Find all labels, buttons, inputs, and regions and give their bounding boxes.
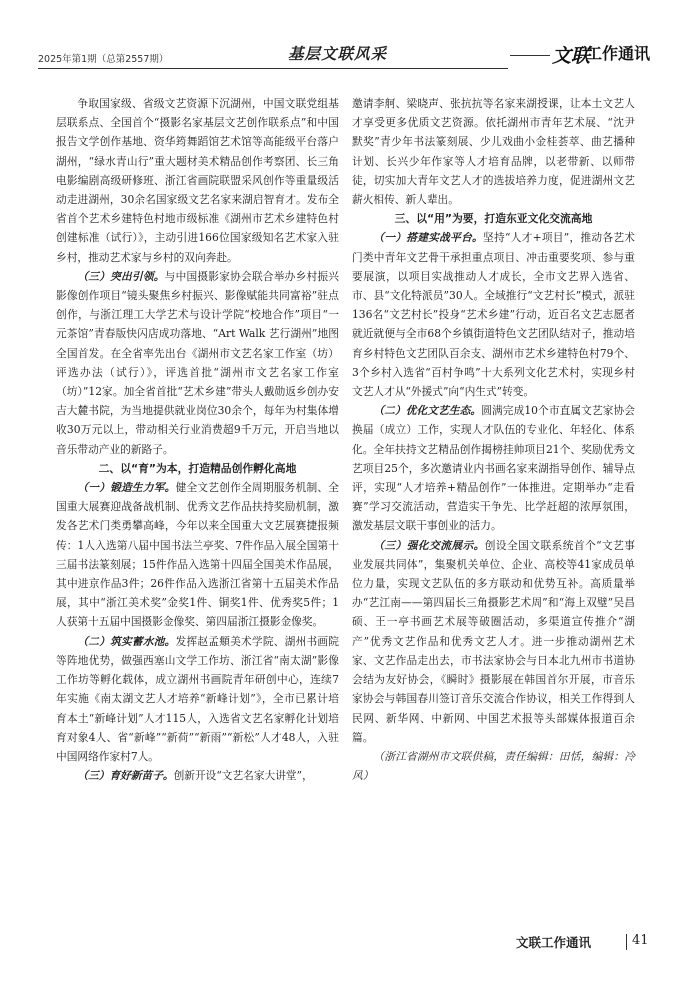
subsection-lead: （二）筑实蓄水池。 (77, 634, 176, 648)
paragraph (352, 401, 635, 535)
paragraph-text: 圆满完成10个市直属文艺家协会换届（成立）工作，实现人才队伍的专业化、年轻化、体系化。全年扶持文艺精品创作揭榜挂帅项目21个、奖励优秀文艺项目25个，多次邀请业内书画名家来湖指导创作、辅导点评，实现“人才培养+精品创作”一体推进。定期举办“走看赛”学习交流活动，营造实干争先、比学赶超的浓厚氛围，激发基层文联干事创业的活力。 (352, 404, 635, 533)
page-header (38, 38, 662, 68)
page-footer (516, 933, 666, 953)
paragraph (56, 632, 339, 766)
subsection-lead: （三）强化交流展示。 (373, 538, 485, 552)
issue-number: 2025年第1期（总第2557期） (38, 54, 169, 65)
section-heading: 二、以“育”为本，打造精品创作孵化高地 (98, 461, 297, 475)
paragraph-text: 发挥赵孟頫美术学院、湖州书画院等阵地优势，做强西塞山文学工作坊、浙江省“南太湖”影像工作坊等孵化载体，成立湖州书画院青年研创中心，连续7年实施《南太湖文艺人才培养“新峰计划”》，全市已累计培育本土“新峰计划”人才115人，入选省文艺名家孵化计划培育对象4人、省“新峰”“新荷”“新雨”“新松”人才48人，入驻中国网络作家村7人。 (56, 634, 339, 763)
paragraph-text: 健全文艺创作全周期服务机制、全国重大展赛迎战备战机制、优秀文艺作品扶持奖励机制，激发各艺术门类勇攀高峰，今年以来全国重大文艺展赛捷报频传：1人入选第八届中国书法兰亭奖、7件作品入展全国第十三届书法篆刻展；15件作品入选第十四届全国美术作品展，其中进京作品3件；26件作品入选浙江省第十五届美术作品展，其中“浙江美术奖”金奖1件、铜奖1件、优秀奖5件；1人获第十五届中国摄影金像奖、第四届浙江摄影金像奖。 (56, 481, 339, 629)
paragraph-text: 创新开设“文艺名家大讲堂”， (173, 769, 313, 783)
paragraph (56, 478, 339, 632)
paragraph-text: 与中国摄影家协会联合举办乡村振兴影像创作项目“镜头聚焦乡村振兴、影像赋能共同富裕”驻点创作，与浙江理工大学艺术与设计学院“校地合作”项目“一元茶馆”青春版快闪店成功落地、“Art Walk 艺行湖州”地图全国首发。在全省率先出台《湖州市文艺名家工作室（坊）评选办法（试行）》，评选首批“湖州市文艺名家工作室（坊）”12家。加全省首批“艺术乡建”带头人戴勋返乡创办安吉大麓书院，为当地提供就业岗位30余个，每年为村集体增收30万元以上，带动相关行业消费超9千万元，开启当地以音乐带动产业的新路子。 (56, 269, 339, 456)
section-heading: 三、以“用”为要，打造东亚文化交流高地 (394, 212, 593, 226)
paragraph: 争取国家级、省级文艺资源下沉湖州，中国文联党组基层联系点、全国首个“摄影名家基层文艺创作联系点”和中国报告文学创作基地、资华筠舞蹈馆艺术馆等高能级平台落户湖州，“绿水青山行”重大题材美术精品创作考察团、长三角电影编剧高级研修班、浙江省画院联盟采风创作等重量级活动走进湖州，30余名国家级文艺名家来湖启智育才。发布全省首个艺术乡建特色村地市级标准《湖州市艺术乡建特色村创建标准（试行）》，主动引进166位国家级知名艺术家入驻乡村，推动艺术家与乡村的双向奔赴。 (56, 97, 339, 264)
left-column (56, 94, 339, 785)
paragraph (56, 766, 339, 785)
right-column (352, 94, 635, 785)
paragraph (352, 536, 635, 747)
header-rule (38, 68, 508, 69)
header-dash (510, 55, 550, 56)
source-note: （浙江省湖州市文联供稿，责任编辑：田恬，编辑：冷风） (352, 749, 635, 783)
paragraph-text: 创设全国文联系统首个“文艺事业发展共同体”，集聚机关单位、企业、高校等41家成员单位力量，实现文艺队伍的多方联动和优势互补。高质量举办“艺江南——第四届长三角摄影艺术周”和“海上双璧”吴昌硕、王一亭书画艺术展等破圈活动，多渠道宣传推介“湖产”优秀文艺作品和优秀文艺人才。进一步推动湖州艺术家、文艺作品走出去，市书法家协会与日本北九州市书道协会结为友好协会，《瞬时》摄影展在韩国首尔开展，市音乐家协会与韩国春川签订音乐交流合作协议，相关工作得到人民网、新华网、中新网、中国艺术报等头部媒体报道百余篇。 (352, 538, 635, 744)
footer-divider (626, 934, 627, 950)
subsection-lead: （一）锻造生力军。 (77, 481, 176, 495)
subsection-lead: （三）突出引领。 (77, 269, 165, 283)
subsection-lead: （二）优化文艺生态。 (373, 404, 482, 418)
subsection-lead: （一）搭建实战平台。 (373, 231, 484, 245)
subsection-lead: （三）育好新苗子。 (77, 769, 174, 783)
paragraph: 邀请李舸、梁晓声、张抗抗等名家来湖授课，让本土文艺人才享受更多优质文艺资源。依托湖州市青年艺术展、“沈尹默奖”青少年书法篆刻展、少儿戏曲小金桂荟萃、曲艺播种计划、长兴少年作家等人才培育品牌，以老带新、以师带徒，切实加大青年文艺人才的选拔培养力度，促进湖州文艺薪火相传、新人辈出。 (352, 97, 635, 207)
column-title: 基层文联风采 (288, 44, 388, 63)
journal-logo-subtitle: 工作通讯 (586, 44, 651, 63)
paragraph (352, 228, 635, 401)
journal-logo: 文联 (552, 45, 591, 67)
paragraph (56, 267, 339, 459)
paragraph-text: 坚持“人才+项目”，推动各艺术门类中青年文艺骨干承担重点项目、冲击重要奖项、参与重要展演，以项目实战推动人才成长，全市文艺界入选省、市、县“文化特派员”30人。全域推行“文艺村长”模式，派驻136名“文艺村长”投身“艺术乡建”行动，近百名文艺志愿者就近就便与全市68个乡镇街道特色文艺团队结对子，推动培育乡村特色文艺团队百余支、湖州市艺术乡建特色村79个、3个乡村入选省“百村争鸣”十大系列文化艺术村，实现乡村文艺人才从“外援式”向“内生式”转变。 (352, 231, 635, 399)
footer-journal-name: 文联工作通讯 (516, 935, 592, 950)
page-number: 41 (632, 933, 649, 948)
